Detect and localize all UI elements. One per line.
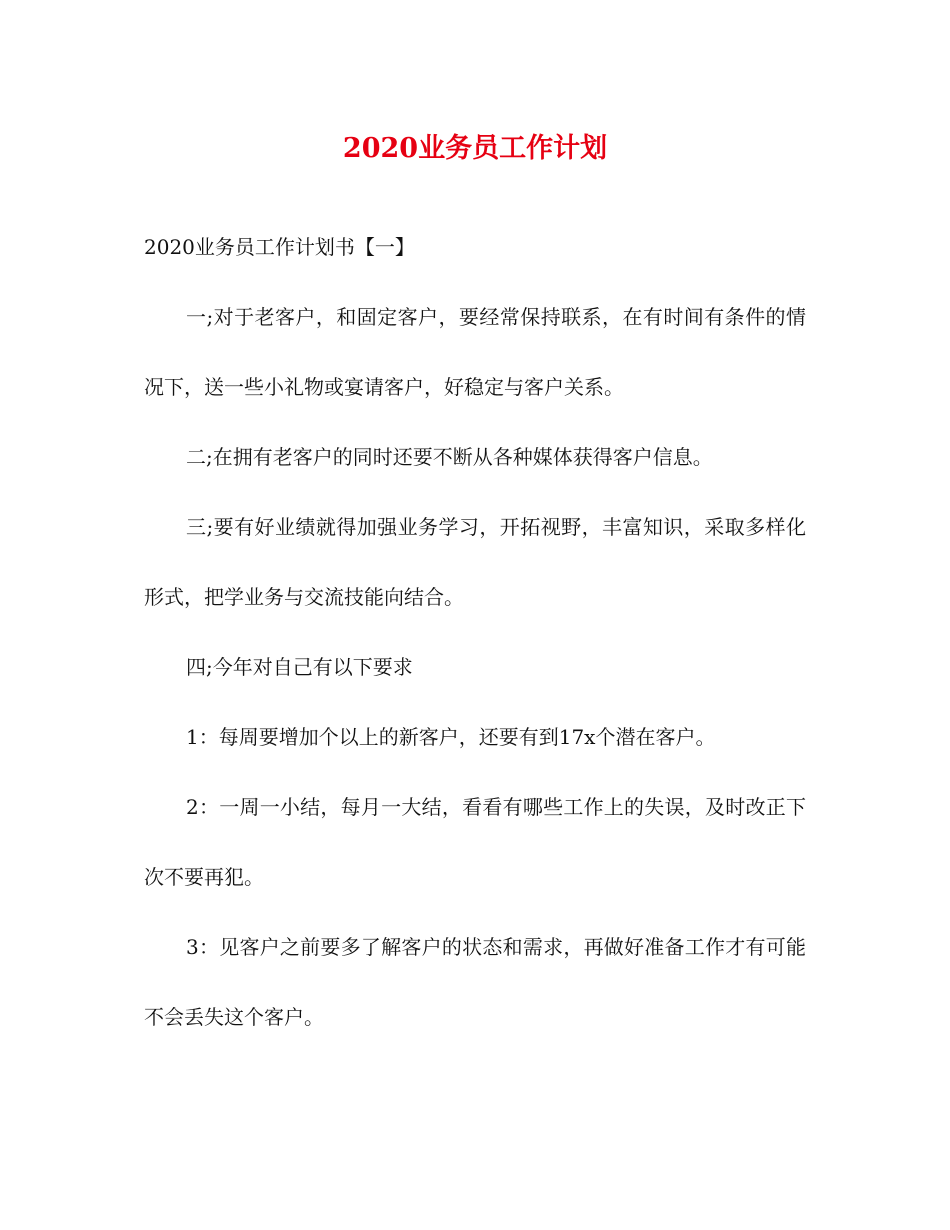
paragraph-1: 一;对于老客户，和固定客户，要经常保持联系，在有时间有条件的情况下，送一些小礼物或宴请客户，好稳定与客户关系。 [144,305,806,399]
list-item-1: 1：每周要增加个以上的新客户，还要有到17x个潜在客户。 [186,725,716,749]
document-subtitle: 2020业务员工作计划书【一】 [144,235,415,259]
paragraph-4: 四;今年对自己有以下要求 [186,655,413,679]
document-body [144,212,806,1052]
list-item-3: 3：见客户之前要多了解客户的状态和需求，再做好准备工作才有可能不会丢失这个客户。 [144,935,806,1029]
document-title: 2020业务员工作计划 [342,133,608,164]
paragraph-2: 二;在拥有老客户的同时还要不断从各种媒体获得客户信息。 [186,445,713,469]
paragraph-3: 三;要有好业绩就得加强业务学习，开拓视野，丰富知识，采取多样化形式，把学业务与交流技能向结合。 [144,515,806,609]
list-item-2: 2：一周一小结，每月一大结，看看有哪些工作上的失误，及时改正下次不要再犯。 [144,795,806,889]
